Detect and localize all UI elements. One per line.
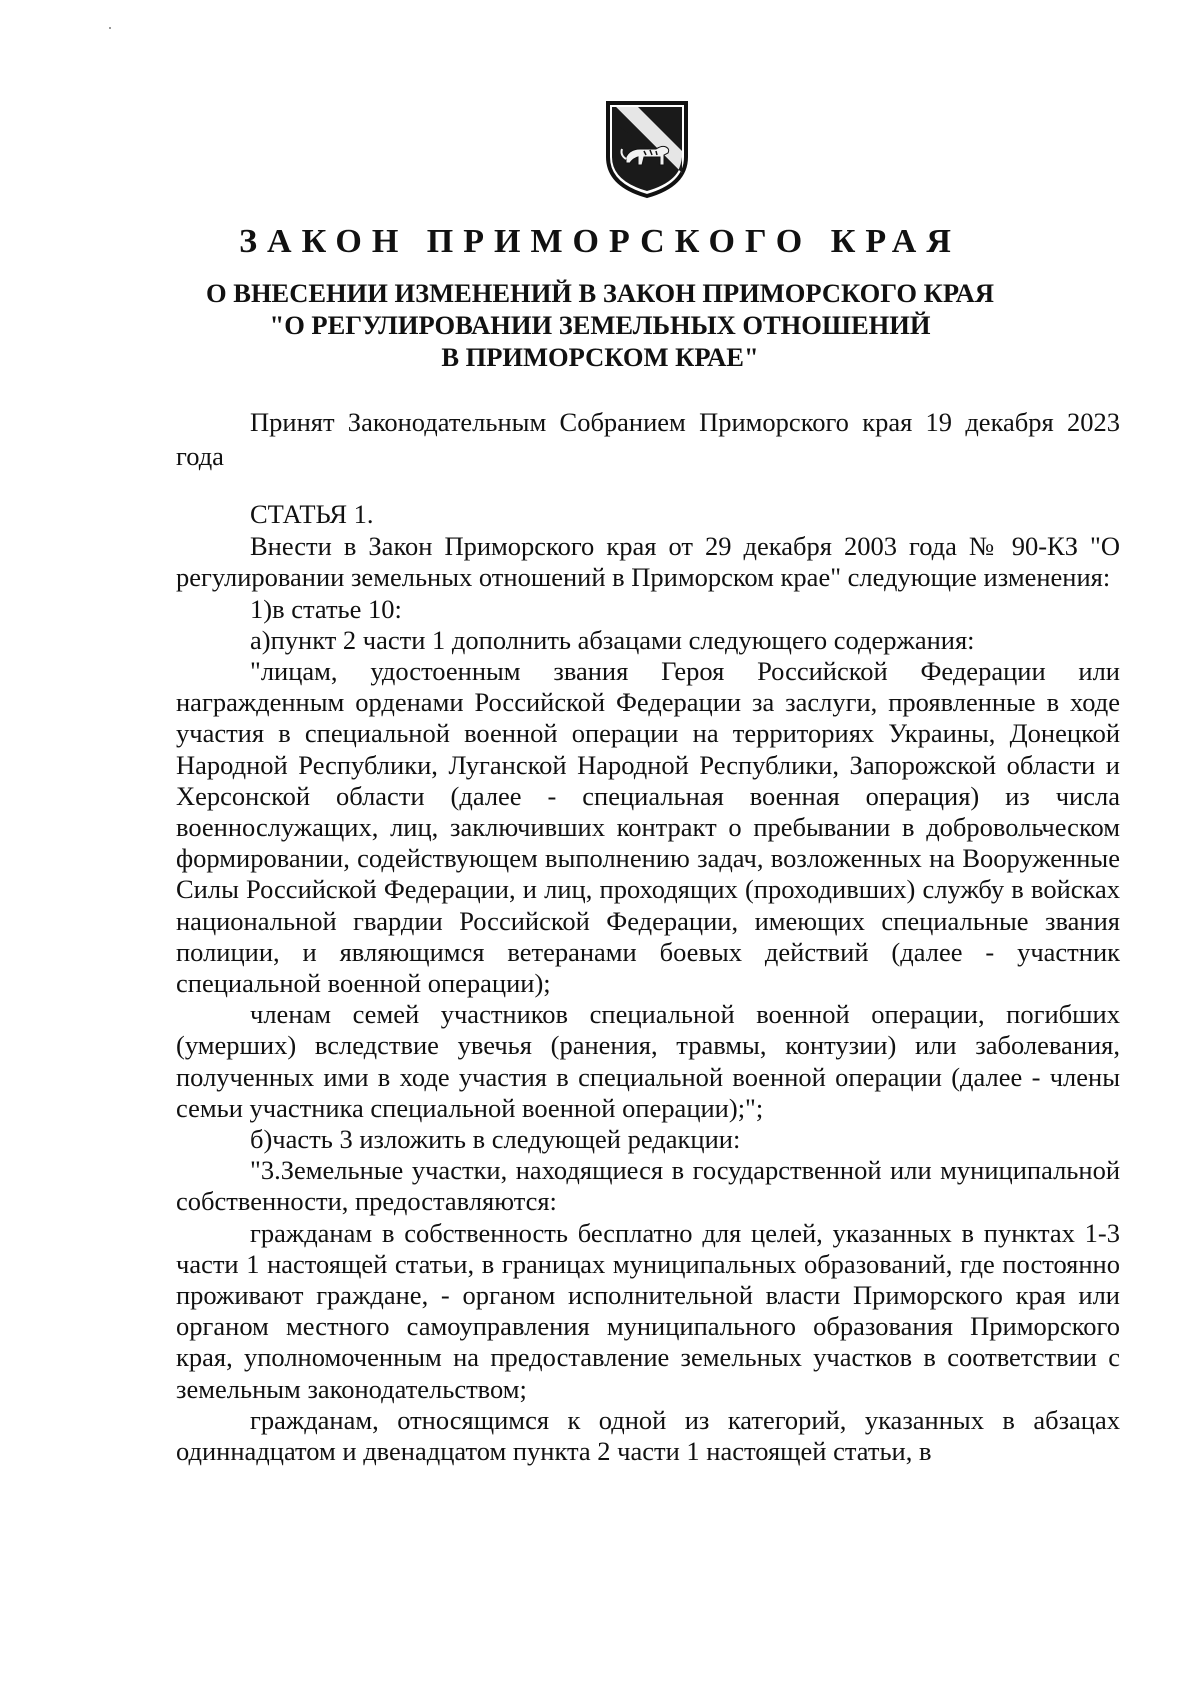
law-title <box>0 277 1200 373</box>
body-paragraph: гражданам в собственность бесплатно для целей, указанных в пунктах 1-3 части 1 настоящей статьи, в границах муниципальных образований, где постоянно проживают граждане, - органом исполнительной власти Приморского края или органом местного самоуправления муниципального образования Приморского края, уполномоченным на предоставление земельных участков в соответствии с земельным законодательством; <box>176 1217 1120 1404</box>
body-paragraph: а)пункт 2 части 1 дополнить абзацами следующего содержания: <box>250 624 975 655</box>
body-paragraph: "3.Земельные участки, находящиеся в государственной или муниципальной собственности, предоставляются: <box>176 1155 1120 1217</box>
law-title-line: "О РЕГУЛИРОВАНИИ ЗЕМЕЛЬНЫХ ОТНОШЕНИЙ <box>269 310 931 340</box>
adoption-note: Принят Законодательным Собранием Приморского края 19 декабря 2023 года <box>176 407 1120 471</box>
law-title-line: В ПРИМОРСКОМ КРАЕ" <box>441 342 759 372</box>
document-body <box>176 499 1120 1467</box>
primorsky-krai-coat-of-arms-icon <box>604 99 690 199</box>
coat-of-arms-emblem <box>604 99 690 199</box>
body-paragraph: членам семей участников специальной военной операции, погибших (умерших) вследствие увечья (ранения, травмы, контузии) или заболевания, полученных ими в ходе участия в специальной военной операции (далее - члены семьи участника специальной военной операции);"; <box>176 999 1120 1123</box>
law-heading: ЗАКОН ПРИМОРСКОГО КРАЯ <box>239 223 961 260</box>
body-paragraph: "лицам, удостоенным звания Героя Российской Федерации или награжденным орденами Российской Федерации за заслуги, проявленные в ходе участия в специальной военной операции на территориях Украины, Донецкой Народной Республики, Луганской Народной Республики, Запорожской области и Херсонской области (далее - специальная военная операция) из числа военнослужащих, лиц, заключивших контракт о пребывании в добровольческом формировании, содействующем выполнению задач, возложенных на Вооруженные Силы Российской Федерации, и лиц, проходящих (проходивших) службу в войсках национальной гвардии Российской Федерации, имеющих специальные звания полиции, и являющимся ветеранами боевых действий (далее - участник специальной военной операции); <box>176 656 1120 999</box>
body-paragraph: гражданам, относящимся к одной из категорий, указанных в абзацах одиннадцатом и двенадцатом пункта 2 части 1 настоящей статьи, в <box>176 1404 1120 1467</box>
body-paragraph: 1)в статье 10: <box>250 593 402 624</box>
scan-speck <box>109 27 111 29</box>
body-paragraph: б)часть 3 изложить в следующей редакции: <box>250 1124 741 1155</box>
body-paragraph: Внести в Закон Приморского края от 29 декабря 2003 года № 90-КЗ "О регулировании земельных отношений в Приморском крае" следующие изменения: <box>176 531 1120 593</box>
article-heading: СТАТЬЯ 1. <box>250 499 374 529</box>
law-title-line: О ВНЕСЕНИИ ИЗМЕНЕНИЙ В ЗАКОН ПРИМОРСКОГО КРАЯ <box>206 278 994 308</box>
